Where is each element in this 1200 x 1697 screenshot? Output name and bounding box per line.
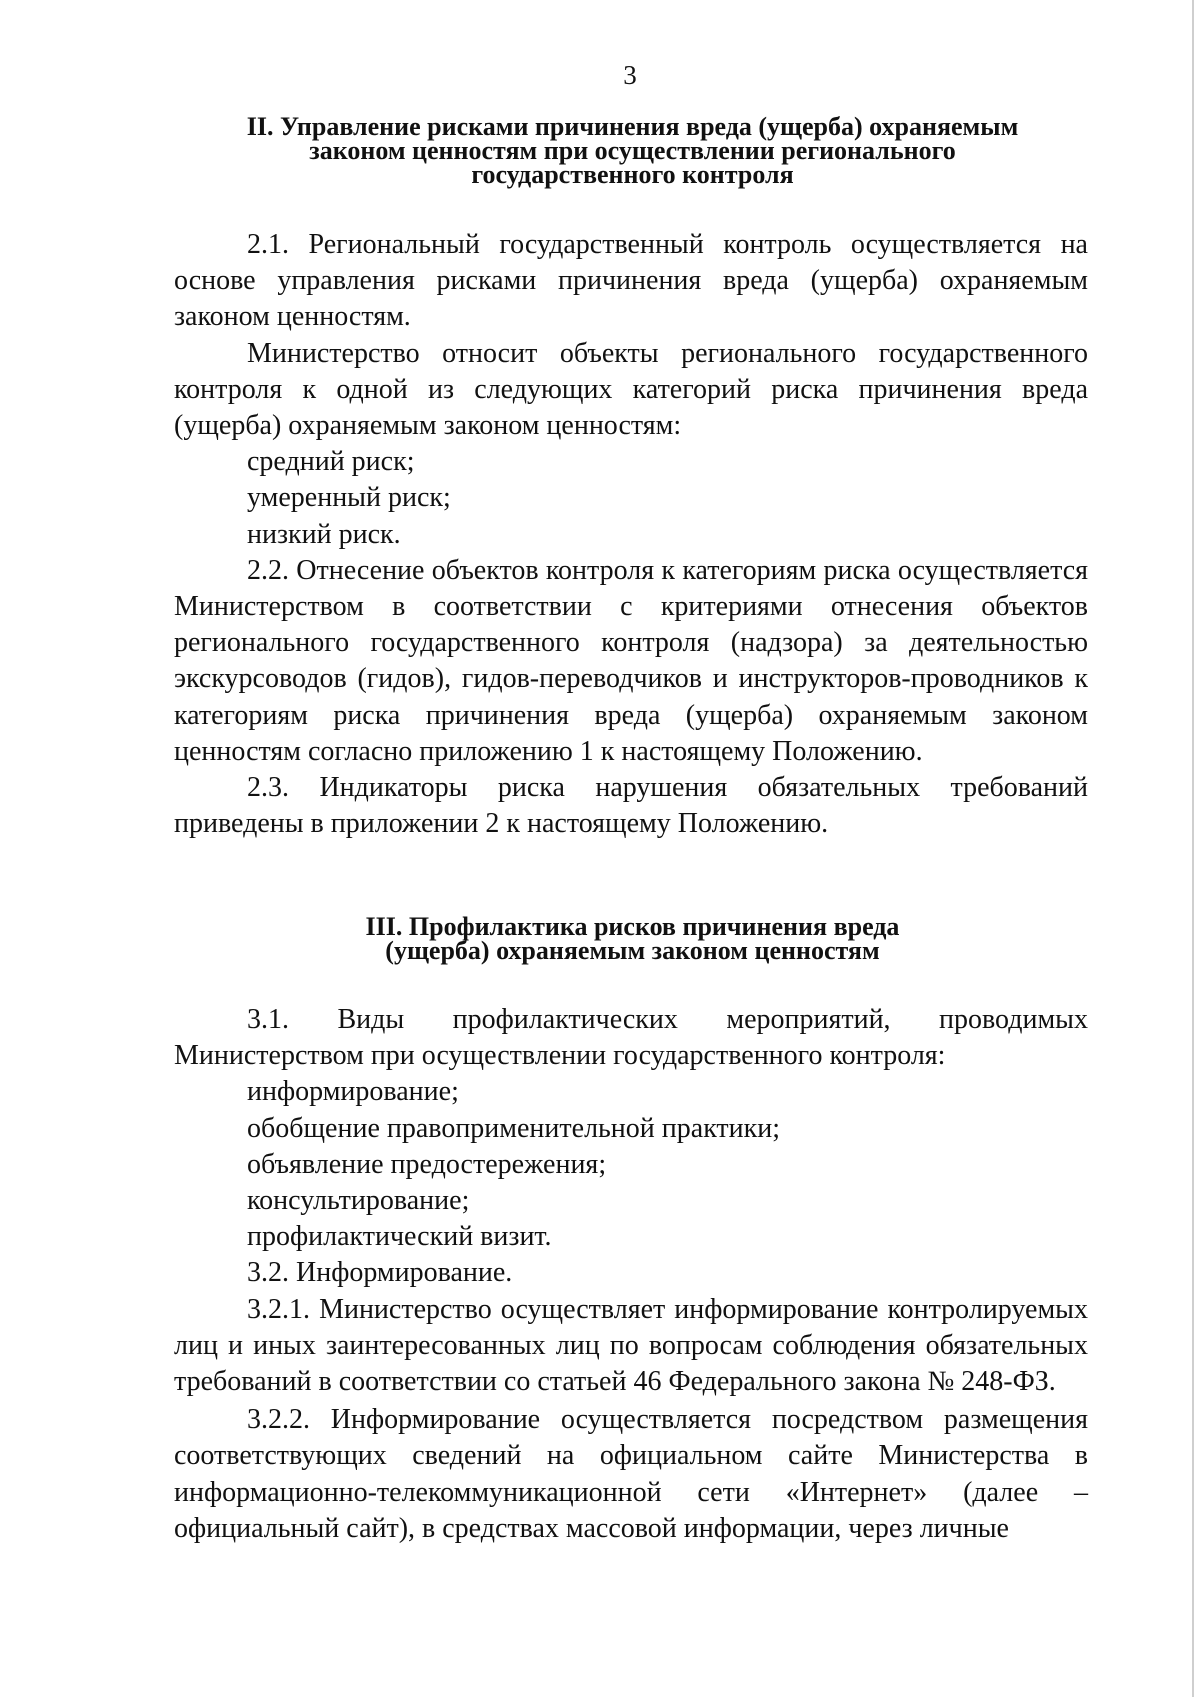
measure-item: обобщение правоприменительной практики;: [247, 1112, 781, 1144]
page-edge-line: [1192, 0, 1194, 1697]
paragraph-3-2-1: 3.2.1. Министерство осуществляет информирование контролируемых лиц и иных заинтересованных лиц по вопросам соблюдения обязательных требований в соответствии со статьей 46 Федерального закона № 248-ФЗ.: [174, 1293, 1088, 1398]
section-3-heading: [175, 912, 1090, 965]
section-2-heading-line: государственного контроля: [471, 160, 794, 189]
paragraph-ministry-categories: Министерство относит объекты регионального государственного контроля к одной из следующих категорий риска причинения вреда (ущерба) охраняемым законом ценностям:: [174, 337, 1088, 442]
paragraph-2-2: 2.2. Отнесение объектов контроля к категориям риска осуществляется Министерством в соответствии с критериями отнесения объектов регионального государственного контроля (надзора) за деятельностью экскурсоводов (гидов), гидов-переводчиков и инструкторов-проводников к категориям риска причинения вреда (ущерба) охраняемым законом ценностям согласно приложению 1 к настоящему Положению.: [174, 554, 1088, 767]
paragraph-2-3: 2.3. Индикаторы риска нарушения обязательных требований приведены в приложении 2 к настоящему Положению.: [174, 772, 1088, 840]
risk-category-item: умеренный риск;: [247, 482, 451, 514]
measure-item: консультирование;: [247, 1185, 470, 1217]
section-3-body: [174, 1002, 1088, 1547]
paragraph-3-2-2: 3.2.2. Информирование осуществляется посредством размещения соответствующих сведений на официальном сайте Министерства в информационно-телекоммуникационной сети «Интернет» (далее – официальный сайт), в средствах массовой информации, через личные: [174, 1404, 1088, 1544]
section-2-heading-line: законом ценностям при осуществлении регионального: [309, 136, 956, 165]
page-number: 3: [623, 60, 637, 90]
section-2-body: [174, 227, 1088, 842]
section-3-heading-line: (ущерба) охраняемым законом ценностям: [385, 936, 880, 965]
risk-category-item: средний риск;: [247, 446, 415, 478]
measure-item: информирование;: [247, 1076, 459, 1108]
paragraph-3-2: 3.2. Информирование.: [247, 1257, 513, 1289]
section-3-heading-line: III. Профилактика рисков причинения вреда: [365, 912, 900, 941]
section-2-heading: [175, 112, 1090, 189]
section-2-heading-line: II. Управление рисками причинения вреда (ущерба) охраняемым: [246, 112, 1019, 141]
paragraph-3-1: 3.1. Виды профилактических мероприятий, проводимых Министерством при осуществлении государственного контроля:: [174, 1004, 1088, 1072]
measure-item: профилактический визит.: [247, 1221, 552, 1253]
risk-category-item: низкий риск.: [247, 518, 401, 550]
measure-item: объявление предостережения;: [247, 1148, 607, 1180]
paragraph-2-1: 2.1. Региональный государственный контроль осуществляется на основе управления рисками причинения вреда (ущерба) охраняемым законом ценностям.: [174, 229, 1088, 333]
